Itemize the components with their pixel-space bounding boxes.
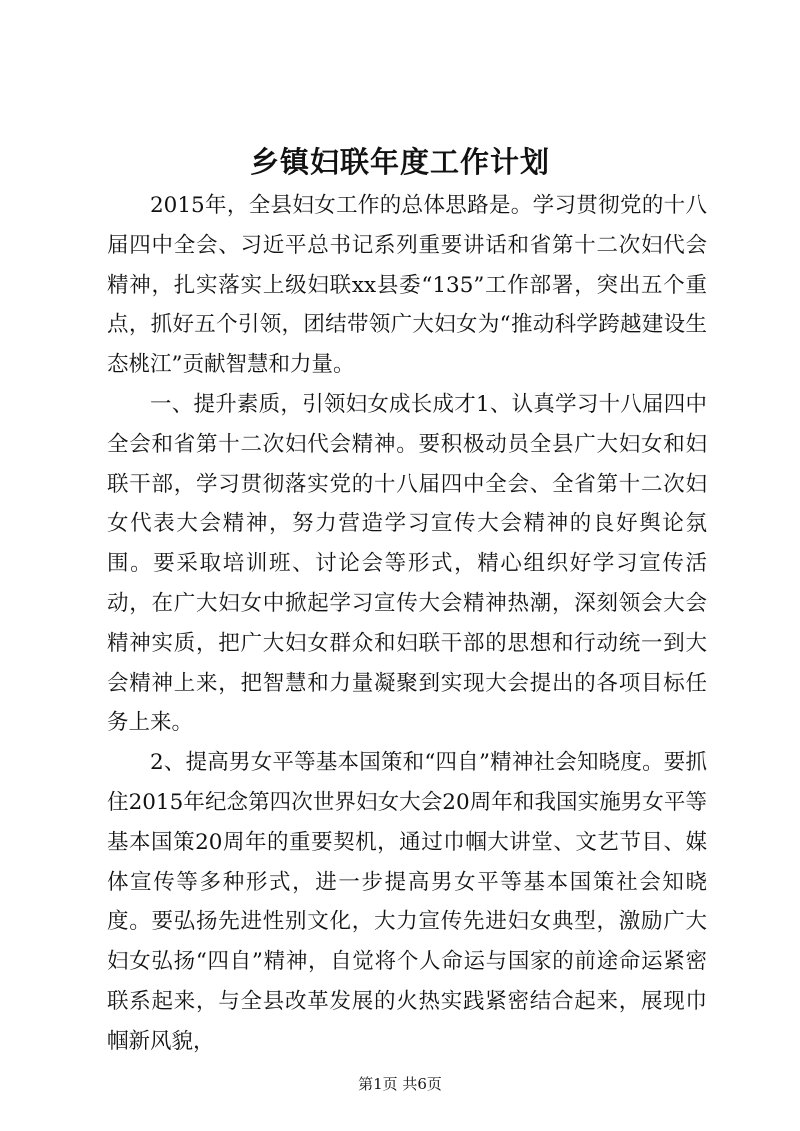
document-body — [107, 186, 707, 1062]
page-footer: 第1页 共6页 — [358, 1075, 442, 1093]
paragraph-improve-quality: 一、提升素质，引领妇女成长成才1、认真学习十八届四中全会和省第十二次妇代会精神。要积极动员全县广大妇女和妇联干部，学习贯彻落实党的十八届四中全会、全省第十二次妇女代表大会精神，努力营造学习宣传大会精神的良好舆论氛围。要采取培训班、讨论会等形式，精心组织好学习宣传活动，在广大妇女中掀起学习宣传大会精神热潮，深刻领会大会精神实质，把广大妇女群众和妇联干部的思想和行动统一到大会精神上来，把智慧和力量凝聚到实现大会提出的各项目标任务上来。 — [107, 391, 707, 736]
paragraph-overall-approach: 2015年，全县妇女工作的总体思路是。学习贯彻党的十八届四中全会、习近平总书记系列重要讲话和省第十二次妇代会精神，扎实落实上级妇联xx县委“135”工作部署，突出五个重点，抓好五个引领，团结带领广大妇女为“推动科学跨越建设生态桃江”贡献智慧和力量。 — [107, 193, 707, 378]
paragraph-gender-equality: 2、提高男女平等基本国策和“四自”精神社会知晓度。要抓住2015年纪念第四次世界妇女大会20周年和我国实施男女平等基本国策20周年的重要契机，通过巾帼大讲堂、文艺节目、媒体宣传等多种形式，进一步提高男女平等基本国策社会知晓度。要弘扬先进性别文化，大力宣传先进妇女典型，激励广大妇女弘扬“四自”精神，自觉将个人命运与国家的前途命运紧密联系起来，与全县改革发展的火热实践紧密结合起来，展现巾帼新风貌， — [107, 750, 707, 1054]
page-title: 乡镇妇联年度工作计划 — [249, 145, 550, 179]
